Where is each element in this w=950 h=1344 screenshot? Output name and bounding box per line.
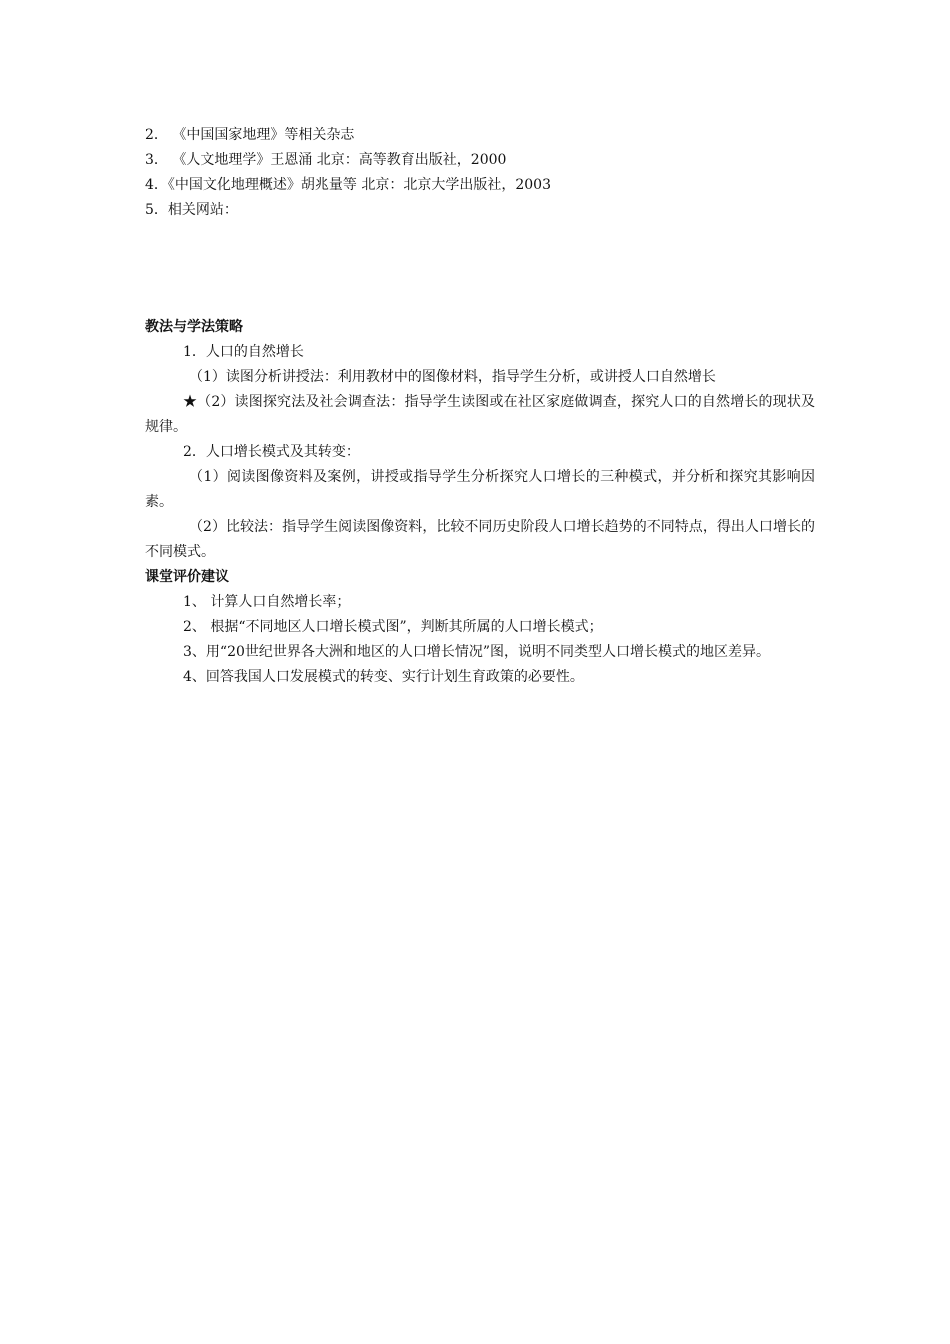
blank-space [145,223,815,315]
list-item: 3、用“20世纪世界各大洲和地区的人口增长情况”图，说明不同类型人口增长模式的地区差异。 [183,644,771,660]
paragraph: （1）阅读图像资料及案例，讲授或指导学生分析探究人口增长的三种模式，并分析和探究其影响因素。 [145,469,815,510]
teaching-strategy-section [145,315,815,565]
reference-item: 4．《中国文化地理概述》胡兆量等 北京：北京大学出版社，2003 [145,177,551,193]
paragraph: （2）比较法：指导学生阅读图像资料，比较不同历史阶段人口增长趋势的不同特点，得出人口增长的不同模式。 [145,519,815,560]
reference-list [145,123,815,223]
evaluation-section [145,565,815,690]
list-item: 4、回答我国人口发展模式的转变、实行计划生育政策的必要性。 [183,669,584,685]
subsection-title: 2．人口增长模式及其转变： [183,444,360,460]
list-item: 1、 计算人口自然增长率； [183,594,351,610]
subsection-title: 1．人口的自然增长 [183,344,304,360]
section-heading: 教法与学法策略 [145,319,243,335]
reference-item: 3． 《人文地理学》王恩涌 北京：高等教育出版社，2000 [145,152,507,168]
reference-item: 5．相关网站： [145,202,238,218]
section-heading: 课堂评价建议 [145,569,229,585]
list-item: 2、 根据“不同地区人口增长模式图”，判断其所属的人口增长模式； [183,619,603,635]
paragraph: ★（2）读图探究法及社会调查法：指导学生读图或在社区家庭做调查，探究人口的自然增长的现状及规律。 [145,394,815,435]
reference-item: 2． 《中国国家地理》等相关杂志 [145,127,355,143]
document-page [145,123,815,690]
paragraph: （1）读图分析讲授法：利用教材中的图像材料，指导学生分析，或讲授人口自然增长 [189,369,716,385]
